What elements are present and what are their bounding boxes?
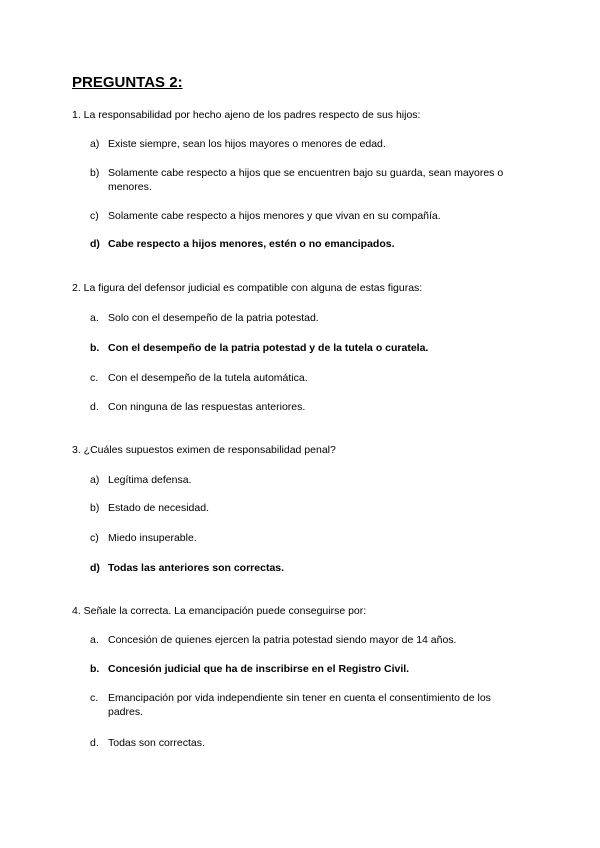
option-text: Estado de necesidad. [108,502,209,514]
option-letter: d. [90,401,99,413]
option-text: Miedo insuperable. [108,532,197,544]
option-letter: b) [90,502,100,514]
option-text: Concesión judicial que ha de inscribirse en el Registro Civil. [108,663,410,675]
option-letter: d) [90,238,100,250]
option-2b-correct [90,341,530,355]
option-text: Existe siempre, sean los hijos mayores o menores de edad. [108,138,386,150]
option-3d-correct [90,561,530,575]
option-2d [90,400,530,414]
option-letter: c) [90,210,99,222]
option-letter: b. [90,663,100,675]
option-1a [90,137,530,151]
option-letter: b) [90,167,100,179]
option-4b-correct [90,662,530,676]
option-4c [90,691,510,719]
option-1b [90,166,530,194]
option-letter: b. [90,342,100,354]
option-letter: c. [90,692,99,704]
option-letter: a. [90,312,99,324]
option-text: Todas las anteriores son correctas. [108,562,285,574]
option-3c [90,531,530,545]
option-letter: a) [90,474,100,486]
question-4: 4. Señale la correcta. La emancipación puede conseguirse por: [72,605,367,617]
option-text: Con el desempeño de la tutela automática. [108,372,308,384]
option-text: Legítima defensa. [108,474,192,486]
option-text: Concesión de quienes ejercen la patria potestad siendo mayor de 14 años. [108,634,457,646]
option-letter: a. [90,634,99,646]
option-letter: d. [90,737,99,749]
page-title: PREGUNTAS 2: [72,74,183,91]
option-text: Con ninguna de las respuestas anteriores. [108,401,306,413]
question-1: 1. La responsabilidad por hecho ajeno de los padres respecto de sus hijos: [72,109,421,121]
option-4a [90,633,530,647]
option-text: Emancipación por vida independiente sin tener en cuenta el consentimiento de los padres. [108,692,491,718]
option-3a [90,473,530,487]
option-letter: c. [90,372,99,384]
option-text: Con el desempeño de la patria potestad y de la tutela o curatela. [108,342,429,354]
option-text: Solamente cabe respecto a hijos menores y que vivan en su compañía. [108,210,441,222]
option-text: Solo con el desempeño de la patria potestad. [108,312,319,324]
option-4d [90,736,530,750]
option-1d-correct [90,237,530,251]
option-text: Cabe respecto a hijos menores, estén o no emancipados. [108,238,395,250]
question-3: 3. ¿Cuáles supuestos eximen de responsabilidad penal? [72,444,336,456]
option-1c [90,209,530,223]
option-letter: c) [90,532,99,544]
option-2a [90,311,530,325]
option-text: Todas son correctas. [108,737,205,749]
option-3b [90,501,530,515]
option-letter: a) [90,138,100,150]
question-2: 2. La figura del defensor judicial es compatible con alguna de estas figuras: [72,282,423,294]
option-text: Solamente cabe respecto a hijos que se encuentren bajo su guarda, sean mayores o menores. [108,167,504,193]
option-letter: d) [90,562,100,574]
option-2c [90,371,530,385]
